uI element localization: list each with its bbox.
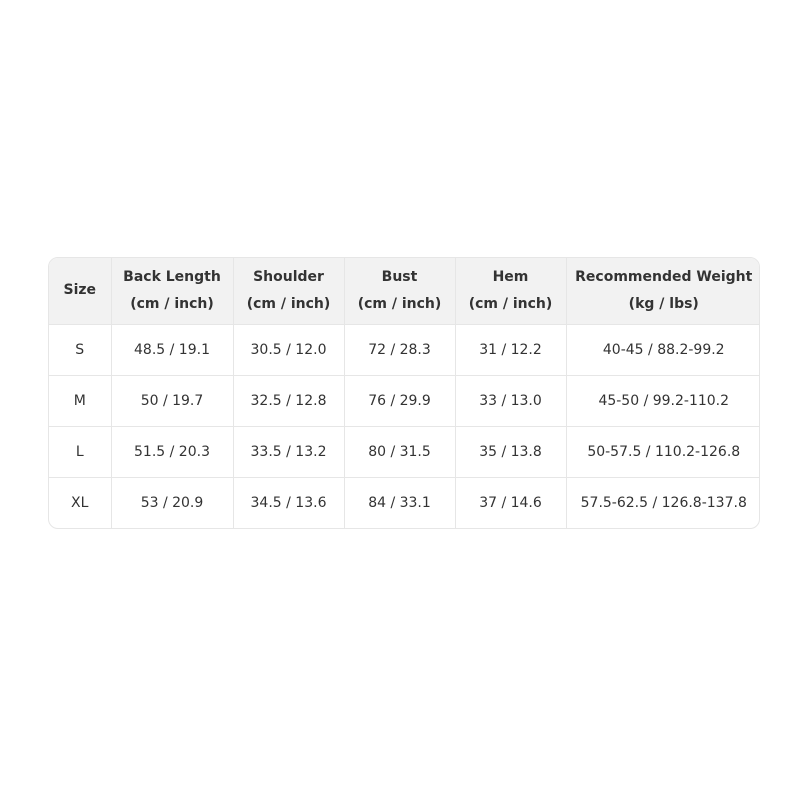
- header-hem-label: Hem: [492, 268, 529, 285]
- shoulder-cell: 33.5 / 13.2: [233, 426, 344, 477]
- header-row: [49, 258, 760, 324]
- shoulder-cell: 34.5 / 13.6: [233, 477, 344, 528]
- size-cell: M: [49, 375, 111, 426]
- header-hem: [455, 258, 566, 324]
- table-row: [49, 426, 760, 477]
- hem-cell: 33 / 13.0: [455, 375, 566, 426]
- weight-cell: 40-45 / 88.2-99.2: [566, 324, 760, 375]
- table-row: [49, 324, 760, 375]
- size-cell: XL: [49, 477, 111, 528]
- weight-cell: 45-50 / 99.2-110.2: [566, 375, 760, 426]
- header-shoulder-unit: (cm / inch): [246, 295, 331, 312]
- bust-cell: 80 / 31.5: [344, 426, 455, 477]
- weight-cell: 57.5-62.5 / 126.8-137.8: [580, 494, 747, 511]
- bust-cell: 72 / 28.3: [344, 324, 455, 375]
- header-hem-unit: (cm / inch): [468, 295, 553, 312]
- hem-cell: 35 / 13.8: [455, 426, 566, 477]
- bust-cell: 84 / 33.1: [344, 477, 455, 528]
- bust-cell: 76 / 29.9: [344, 375, 455, 426]
- header-size-label: Size: [63, 282, 97, 299]
- table-header: [49, 258, 760, 324]
- header-back-length-unit: (cm / inch): [130, 295, 214, 312]
- header-shoulder-label: Shoulder: [253, 268, 324, 285]
- back-length-cell: 48.5 / 19.1: [111, 324, 233, 375]
- hem-cell: 31 / 12.2: [455, 324, 566, 375]
- header-shoulder: [233, 258, 344, 324]
- header-back-length-label: Back Length: [123, 268, 221, 285]
- header-recommended-weight-unit: (kg / lbs): [628, 295, 699, 312]
- header-recommended-weight-label: Recommended Weight: [575, 268, 753, 285]
- back-length-cell: 53 / 20.9: [111, 477, 233, 528]
- back-length-cell: 51.5 / 20.3: [111, 426, 233, 477]
- size-cell: S: [49, 324, 111, 375]
- size-table: [49, 258, 760, 528]
- header-bust: [344, 258, 455, 324]
- header-bust-label: Bust: [381, 268, 418, 285]
- header-size: [49, 258, 111, 324]
- header-back-length: [111, 258, 233, 324]
- table-row: [49, 477, 760, 528]
- header-recommended-weight: [566, 258, 760, 324]
- header-bust-unit: (cm / inch): [357, 295, 442, 312]
- shoulder-cell: 30.5 / 12.0: [233, 324, 344, 375]
- table-row: [49, 375, 760, 426]
- size-cell: L: [49, 426, 111, 477]
- weight-cell: 50-57.5 / 110.2-126.8: [566, 426, 760, 477]
- shoulder-cell: 32.5 / 12.8: [233, 375, 344, 426]
- size-chart-table: [48, 257, 760, 529]
- table-body: [49, 324, 760, 528]
- back-length-cell: 50 / 19.7: [111, 375, 233, 426]
- hem-cell: 37 / 14.6: [455, 477, 566, 528]
